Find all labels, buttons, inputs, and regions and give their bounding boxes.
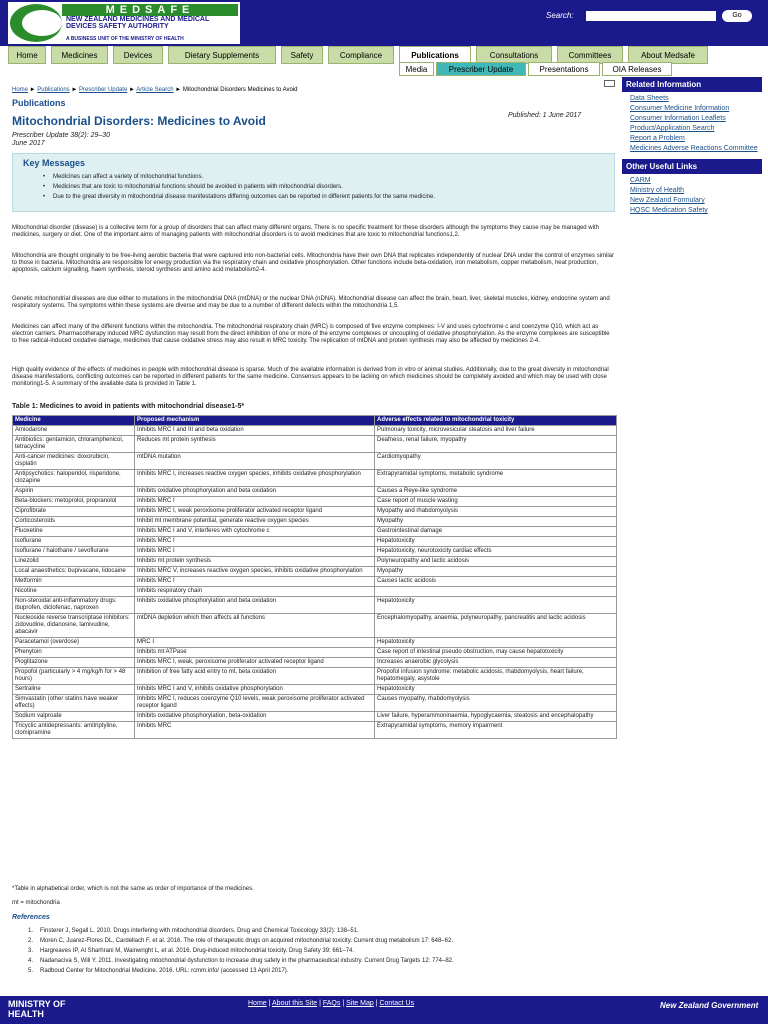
table-cell: Myopathy — [375, 517, 617, 527]
table-cell: Inhibits MRC I and V, interferes with cytochrome c — [135, 527, 375, 537]
logo-subtitle: NEW ZEALAND MEDICINES AND MEDICAL DEVICES SAFETY AUTHORITY — [66, 16, 210, 30]
table-row — [13, 487, 617, 497]
breadcrumb-home[interactable]: Home — [12, 87, 29, 93]
medicines-table — [12, 415, 617, 739]
table-row — [13, 597, 617, 614]
body-paragraph: Medicines can affect many of the different functions within the mitochondria. The mitochondrial respiratory chain (MRC) is composed of five enzyme complexes: I-V and uses cytochrome c and coenzyme Q10, which act as electron carriers. Pharmacotherapy induced MRC dysfunction may result from the direct inhibition of one or more of the enzyme complexes or uncoupling of oxidative phosphorylation. As the enzyme complexes are susceptible to free radical-induced oxidative damage, medicines that cause oxidative stress may also result in MRC toxicity. The replication of mtDNA and protein synthesis may also be affected by medicines 2-4. — [12, 324, 610, 344]
go-button[interactable]: Go — [722, 10, 752, 22]
table-cell: Inhibits MRC — [135, 722, 375, 739]
table-row — [13, 547, 617, 557]
subtab-presentations[interactable]: Presentations — [528, 62, 600, 76]
table-cell: Case report of intestinal pseudo obstruction, may cause hepatotoxicity — [375, 648, 617, 658]
medsafe-logo[interactable] — [8, 2, 240, 44]
reference-item: 5. Radboud Center for Mitochondrial Medicine. 2016. URL: rcmm.info/ (accessed 13 April 2017). — [28, 968, 289, 974]
page-title: Mitochondrial Disorders: Medicines to Avoid — [12, 114, 266, 128]
table-cell: Inhibits MRC V, increases reactive oxygen species, inhibits oxidative phosphorylation — [135, 567, 375, 577]
table-cell: Linezolid — [13, 557, 135, 567]
table-cell: Inhibits oxidative phosphorylation and beta oxidation — [135, 487, 375, 497]
table-cell: Inhibition of free fatty acid entry to mt, beta oxidation — [135, 668, 375, 685]
reference-item: 3. Hargreaves IP, Al Sharhrani M, Wainwright L, et al. 2016. Drug-induced mitochondrial toxicity. Drug Safety 39: 661–74. — [28, 948, 355, 954]
table-row — [13, 722, 617, 739]
sidebar-link-data-sheets[interactable]: Data Sheets — [630, 95, 669, 102]
site-header — [0, 0, 768, 46]
table-cell: Gastrointestinal damage — [375, 527, 617, 537]
other-links-heading: Other Useful Links — [622, 159, 762, 174]
table-header: Adverse effects related to mitochondrial toxicity — [375, 416, 617, 426]
related-info-heading: Related Information — [622, 77, 762, 92]
table-row — [13, 577, 617, 587]
table-cell: Causes lactic acidosis — [375, 577, 617, 587]
table-cell: Sodium valproate — [13, 712, 135, 722]
search-input[interactable] — [586, 11, 716, 21]
logo-tagline: A BUSINESS UNIT OF THE MINISTRY OF HEALTH — [66, 36, 184, 42]
table-cell: Beta-blockers: metoprolol, propranolol — [13, 497, 135, 507]
sidebar-link-ministry-of-health[interactable]: Ministry of Health — [630, 187, 685, 194]
footer-link-faqs[interactable]: FAQs — [322, 1000, 341, 1007]
table-cell: Fluoxetine — [13, 527, 135, 537]
site-footer — [0, 996, 768, 1024]
key-message: • Due to the great diversity in mitochondrial disease manifestations differing outcomes can be reported in different patients for the same medicine. — [53, 194, 603, 201]
nav-tab-safety[interactable]: Safety — [281, 46, 323, 64]
body-paragraph: High quality evidence of the effects of medicines in people with mitochondrial disease is sparse. Much of the available information is derived from in vitro or animal studies. Additionally, due to the great diversity in mitochondrial disease manifestations, conflicting outcomes can be reported in different patients for the same medicine. Consensus appears to be lacking on which medicines should be completely avoided and which may be used with close monitoring1-5. A summary of the available data is provided in Table 1. — [12, 367, 609, 387]
table-row — [13, 648, 617, 658]
body-paragraph: Genetic mitochondrial diseases are due either to mutations in the mitochondrial DNA (mtDNA) or the nuclear DNA (nDNA). Mitochondrial disease can affect the brain, heart, liver, skeletal muscles, kidney, endocrine system and respiratory systems. The symptoms within these systems are diverse and may be due to a number of different defects within the mitochondria 1,5. — [12, 296, 610, 309]
reference-item: 2. Moren C, Juarez-Flores DL, Cardellach F, et al. 2016. The role of therapeutic drugs on acquired mitochondrial toxicity. Current drug metabolism 17: 648–62. — [28, 938, 453, 944]
table-cell: Phenytoin — [13, 648, 135, 658]
body-paragraph: Mitochondria are thought originally to be free-living aerobic bacteria that were captured into non-bacterial cells. Mitochondria have their own DNA that replicates independently of nuclear DNA under the control of enzymes similar to those in bacteria. Mitochondria are responsible for energy production via the respiratory chain and oxidative phosphorylation. Other functions include beta-oxidation, iron metabolism, copper metabolism, heat production, apoptosis, calcium signalling, haem synthesis, steroid synthesis and amino acid metabolism2-4. — [12, 253, 614, 273]
table-cell: Inhibits mt protein synthesis — [135, 557, 375, 567]
table-row — [13, 436, 617, 453]
references-list — [28, 928, 616, 978]
table-cell: Inhibits MRC I — [135, 547, 375, 557]
sidebar-link-hqsc[interactable]: HQSC Medication Safety — [630, 207, 708, 214]
table-cell: Inhibits MRC I and V, inhibits oxidative phosphorylation — [135, 685, 375, 695]
table-cell: Hepatotoxicity — [375, 638, 617, 648]
citation-date: June 2017 — [12, 140, 45, 147]
nav-tab-dietary-supplements[interactable]: Dietary Supplements — [168, 46, 276, 64]
footer-link-sitemap[interactable]: Site Map — [346, 1000, 374, 1007]
table-cell: mtDNA mutation — [135, 453, 375, 470]
nav-tab-committees[interactable]: Committees — [557, 46, 623, 64]
table-row — [13, 557, 617, 567]
table-cell: Increases anaerobic glycolysis — [375, 658, 617, 668]
table-cell: Anti-cancer medicines: doxorubicin, cisplatin — [13, 453, 135, 470]
table-row — [13, 658, 617, 668]
references-heading: References — [12, 914, 50, 921]
table-cell: Hepatotoxicity — [375, 685, 617, 695]
table-cell: Myopathy — [375, 567, 617, 577]
search-label: Search: — [546, 11, 574, 20]
nav-tab-publications[interactable]: Publications — [399, 46, 471, 64]
table-row — [13, 668, 617, 685]
table-cell: Metformin — [13, 577, 135, 587]
table-cell: Isoflurane — [13, 537, 135, 547]
table-cell: Reduces mt protein synthesis — [135, 436, 375, 453]
table-row — [13, 638, 617, 648]
table-row — [13, 567, 617, 577]
breadcrumb-prescriber-update[interactable]: Prescriber Update — [78, 87, 128, 93]
key-message: • Medicines that are toxic to mitochondrial functions should be avoided in patients with mitochondrial disorders. — [53, 184, 603, 191]
citation — [12, 132, 110, 148]
nav-tab-compliance[interactable]: Compliance — [328, 46, 394, 64]
table-cell: Inhibits oxidative phosphorylation and beta oxidation — [135, 597, 375, 614]
breadcrumb-article-search[interactable]: Article Search — [136, 87, 174, 93]
sidebar-link-product-search[interactable]: Product/Application Search — [630, 125, 715, 132]
table-cell: Inhibits oxidative phosphorylation, beta-oxidation — [135, 712, 375, 722]
table-cell: Local anaesthetics: bupivacane, lidocaine — [13, 567, 135, 577]
table-cell: Simvastatin (other statins have weaker effects) — [13, 695, 135, 712]
table-cell: Nucleoside reverse transcriptase inhibitors: zidovudine, didanosine, lamivudine, abacavir — [13, 614, 135, 638]
table-cell: Antibiotics: gentamicin, chloramphenicol, tetracycline — [13, 436, 135, 453]
ministry-of-health-logo[interactable]: MINISTRY OF HEALTH — [8, 999, 66, 1019]
subtab-oia-releases[interactable]: OIA Releases — [602, 62, 672, 76]
table-header: Medicine — [13, 416, 135, 426]
breadcrumb-publications[interactable]: Publications — [37, 87, 70, 93]
section-heading: Publications — [12, 98, 66, 108]
table-cell: Inhibits respiratory chain — [135, 587, 375, 597]
table-cell: Inhibits mt ATPase — [135, 648, 375, 658]
nav-tab-about-medsafe[interactable]: About Medsafe — [628, 46, 708, 64]
nav-tab-home[interactable]: Home — [8, 46, 46, 64]
footer-link-contact[interactable]: Contact Us — [379, 1000, 415, 1007]
breadcrumb: Home ► Publications ► Prescriber Update ► Article Search ► Mitochondrial Disorders Medicines to Avoid — [12, 87, 298, 93]
table-cell: Inhibits MRC I — [135, 577, 375, 587]
table-cell: Causes a Reye-like syndrome — [375, 487, 617, 497]
table-cell: Inhibit mt membrane potential, generate reactive oxygen species — [135, 517, 375, 527]
table-cell: Causes myopathy, rhabdomyolysis — [375, 695, 617, 712]
table-row — [13, 614, 617, 638]
table-cell: Myopathy and rhabdomyolysis — [375, 507, 617, 517]
table-cell: Amiodarone — [13, 426, 135, 436]
table-cell: Ciprofibrate — [13, 507, 135, 517]
table-cell: Deafness, renal failure, myopathy — [375, 436, 617, 453]
table-cell: Inhibits MRC I, weak, peroxisome proliferator activated receptor ligand — [135, 658, 375, 668]
table-row — [13, 695, 617, 712]
table-cell: Propofol (particularly > 4 mg/kg/h for > 48 hours) — [13, 668, 135, 685]
table-cell: Hepatotoxicity, neurotoxicity cardiac effects — [375, 547, 617, 557]
table-cell: Propofol infusion syndrome: metabolic acidosis, rhabdomyolysis, heart failure, hepatomegaly, asystole — [375, 668, 617, 685]
table-row — [13, 537, 617, 547]
table-cell: Non-steroidal anti-inflammatory drugs: ibuprofen, diclofenac, naproxen — [13, 597, 135, 614]
table-cell: Inhibits MRC I, increases reactive oxygen species, inhibits oxidative phosphorylation — [135, 470, 375, 487]
table-cell — [375, 587, 617, 597]
table-row — [13, 470, 617, 487]
reference-item: 4. Nadanaciva S, Will Y. 2011. Investigating mitochondrial dysfunction to increase drug safety in the pharmaceutical industry. Current Drug Targets 12: 774–82. — [28, 958, 454, 964]
citation-volume: Prescriber Update 38(2): 29–30 — [12, 132, 111, 139]
table-cell: Inhibits MRC I, weak peroxisome proliferator activated receptor ligand — [135, 507, 375, 517]
reference-item: 1. Finsterer J, Segall L. 2010. Drugs interfering with mitochondrial disorders. Drug and Chemical Toxicology 33(2): 138–51. — [28, 928, 359, 934]
table-footnote: *Table in alphabetical order, which is not the same as order of importance of the medicines. — [12, 886, 254, 892]
table-cell: Antipsychotics: haloperidol, risperidone, clozapine — [13, 470, 135, 487]
logo-word: MEDSAFE — [62, 4, 238, 16]
published-date: Published: 1 June 2017 — [508, 112, 582, 119]
table-cell: Paracetamol (overdose) — [13, 638, 135, 648]
table-row — [13, 497, 617, 507]
table-cell: Inhibits MRC I, reduces coenzyme Q10 levels, weak peroxisome proliferator activated receptor ligand — [135, 695, 375, 712]
footer-link-home[interactable]: Home — [248, 1000, 267, 1007]
table-cell: Corticosteroids — [13, 517, 135, 527]
table-row — [13, 587, 617, 597]
table-cell: Extrapyramidal symptoms, memory impairment — [375, 722, 617, 739]
breadcrumb-current: Mitochondrial Disorders Medicines to Avoid — [182, 87, 298, 93]
table-cell: Inhibits MRC I — [135, 497, 375, 507]
table-cell: Nicotine — [13, 587, 135, 597]
footer-links: Home | About this Site | FAQs | Site Map | Contact Us — [248, 1000, 415, 1007]
sidebar-link-nz-formulary[interactable]: New Zealand Formulary — [630, 197, 705, 204]
table-cell: Pulmonary toxicity, microvesicular steatosis and liver failure — [375, 426, 617, 436]
table-row — [13, 453, 617, 470]
sidebar-link-consumer-medicine-info[interactable]: Consumer Medicine Information — [630, 105, 730, 112]
nav-tab-consultations[interactable]: Consultations — [476, 46, 552, 64]
sidebar-link-consumer-info-leaflets[interactable]: Consumer Information Leaflets — [630, 115, 726, 122]
abbreviation-note: mt = mitochondria — [12, 900, 60, 906]
table-row — [13, 685, 617, 695]
table-cell: Liver failure, hyperammoninaemia, hypoglycaemia, steatosis and encephalopathy — [375, 712, 617, 722]
table-cell: Encephalomyopathy, anaemia, polyneuropathy, pancreatitis and lactic acidosis — [375, 614, 617, 638]
footer-link-about[interactable]: About this Site — [272, 1000, 318, 1007]
table-cell: Polyneuropathy and lactic acidosis — [375, 557, 617, 567]
sidebar-link-carm[interactable]: CARM — [630, 177, 651, 184]
nav-tab-medicines[interactable]: Medicines — [51, 46, 108, 64]
table-cell: Sertraline — [13, 685, 135, 695]
table-row — [13, 507, 617, 517]
subtab-prescriber-update[interactable]: Prescriber Update — [436, 62, 526, 76]
table-cell: Hepatotoxicity — [375, 597, 617, 614]
key-messages-box — [12, 153, 615, 212]
table-row — [13, 517, 617, 527]
table-row — [13, 426, 617, 436]
table-cell: Cardiomyopathy — [375, 453, 617, 470]
table-cell: Hepatotoxicity — [375, 537, 617, 547]
table-cell: Inhibits MRC I — [135, 537, 375, 547]
sidebar-link-report-problem[interactable]: Report a Problem — [630, 135, 685, 142]
nz-government-logo[interactable]: New Zealand Government — [660, 1001, 759, 1010]
table-cell: Case report of muscle wasting — [375, 497, 617, 507]
table-cell: Isoflurane / halothane / sevoflurane — [13, 547, 135, 557]
table-cell: Pioglitazone — [13, 658, 135, 668]
sidebar — [622, 77, 762, 221]
table-cell: Extrapyramidal symptoms, metabolic syndrome — [375, 470, 617, 487]
table-row — [13, 712, 617, 722]
table-header: Proposed mechanism — [135, 416, 375, 426]
table-row — [13, 527, 617, 537]
table-cell: mtDNA depletion which then affects all functions — [135, 614, 375, 638]
body-paragraph: Mitochondrial disorder (disease) is a collective term for a group of disorders that can affect many different organs. There is no specific treatment for these disorders although the symptoms they cause may be managed with medicines, surgery or diet. One of the important aims of managing patients with mitochondrial disorders is to avoid medicines that are toxic to mitochondrial functions1,2. — [12, 225, 599, 238]
print-icon[interactable] — [604, 80, 615, 87]
table-title: Table 1: Medicines to avoid in patients with mitochondrial disease1-5* — [12, 403, 245, 410]
table-cell: Aspirin — [13, 487, 135, 497]
table-cell: MRC I — [135, 638, 375, 648]
table-cell: Inhibits MRC I and III and beta oxidation — [135, 426, 375, 436]
key-message: • Medicines can affect a variety of mitochondrial functions. — [53, 174, 603, 181]
subtab-media[interactable]: Media — [399, 62, 434, 76]
table-cell: Tricyclic antidepressants: amitriptyline, clomipramine — [13, 722, 135, 739]
key-messages-heading: Key Messages — [23, 158, 86, 168]
nav-tab-devices[interactable]: Devices — [113, 46, 163, 64]
sidebar-link-marc[interactable]: Medicines Adverse Reactions Committee — [630, 145, 758, 152]
